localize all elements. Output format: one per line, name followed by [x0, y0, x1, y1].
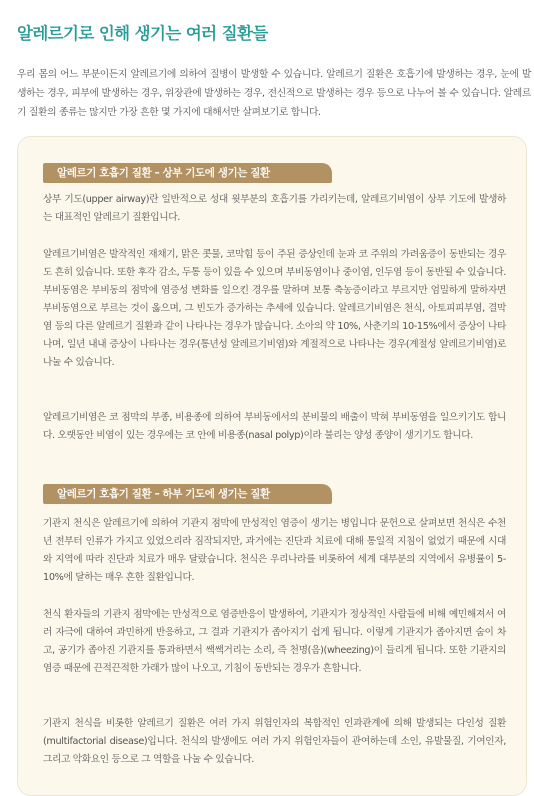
intro-paragraph: 우리 몸의 어느 부분이든지 알레르기에 의하여 질병이 발생할 수 있습니다. 알레르기 질환은 호흡기에 발생하는 경우, 눈에 발생하는 경우, 피부에 발생하는 경우, 위장관에 발생하는 경우, 전신적으로 발생하는 경우 등으로 나누어 볼 수 있습니다. 알레르기 질환의 종류는 많지만 가장 흔한 몇 가지에 대해서만 살펴보기로 합니다. [17, 69, 531, 118]
upper-airway-paragraph-2: 알레르기비염은 발작적인 재채기, 맑은 콧물, 코막힘 등이 주된 증상인데 눈과 코 주위의 가려움증이 동반되는 경우도 흔히 있습니다. 또한 후각 감소, 두통 등이 있을 수 있으며 부비동염이나 중이염, 인두염 등이 동반될 수 있습니다. 부비동염은 부비동의 점막에 염증성 변화를 일으킨 경우를 말하며 보통 축농증이라고 부르지만 엄밀하게 말하자면 부비동염으로 부르는 것이 옳으며, 그 빈도가 증가하는 추세에 있습니다. 알레르기비염은 천식, 아토피피부염, 결막염 등의 다른 알레르기 질환과 같이 나타나는 경우가 많습니다. 소아의 약 10%, 사춘기의 10-15%에서 증상이 나타나며, 일년 내내 증상이 나타나는 경우(통년성 알레르기비염)와 계절적으로 나타나는 경우(계절성 알레르기비염)로 나눌 수 있습니다. [43, 249, 506, 368]
upper-airway-paragraph-3: 알레르기비염은 코 점막의 부종, 비용종에 의하여 부비동에서의 분비물의 배출이 막혀 부비동염을 일으키기도 합니다. 오랫동안 비염이 있는 경우에는 코 안에 비용종(nasal polyp)이라 불리는 양성 종양이 생기기도 합니다. [43, 412, 506, 441]
section-heading-upper-airway: 알레르기 호흡기 질환 – 상부 기도에 생기는 질환 [43, 163, 332, 183]
content-box [17, 136, 527, 796]
lower-airway-paragraph-2: 천식 환자들의 기관지 점막에는 만성적으로 염증반응이 발생하여, 기관지가 정상적인 사람들에 비해 예민해져서 여러 자극에 대하여 과민하게 반응하고, 그 결과 기관지가 좁아지기 쉽게 됩니다. 이렇게 기관지가 좁아지면 숨이 차고, 공기가 좁아진 기관지를 통과하면서 쌕쌕거리는 소리, 즉 천명(음)(wheezing)이 들리게 됩니다. 또한 기관지의 염증 때문에 끈적끈적한 가래가 많이 나오고, 기침이 동반되는 경우가 흔합니다. [43, 609, 506, 674]
lower-airway-paragraph-1: 기관지 천식은 알레르기에 의하여 기관지 점막에 만성적인 염증이 생기는 병입니다 문헌으로 살펴보면 천식은 수천 년 전부터 인류가 가지고 있었으리라 짐작되지만, 과거에는 진단과 치료에 대해 통일적 지침이 없었기 때문에 시대와 지역에 따라 진단과 치료가 매우 달랐습니다. 천식은 우리나라를 비롯하여 세계 대부분의 지역에서 유병률이 5-10%에 달하는 매우 흔한 질환입니다. [43, 518, 506, 583]
lower-airway-paragraph-3: 기관지 천식을 비롯한 알레르기 질환은 여러 가지 위험인자의 복합적인 인과관계에 의해 발생되는 다인성 질환(multifactorial disease)입니다. 천식의 발생에도 여러 가지 위험인자들이 관여하는데 소인, 유발물질, 기여인자, 그리고 악화요인 등으로 그 역할을 나눌 수 있습니다. [43, 718, 506, 765]
page-title: 알레르기로 인해 생기는 여러 질환들 [17, 24, 268, 43]
upper-airway-paragraph-1: 상부 기도(upper airway)란 일반적으로 성대 윗부분의 호흡기를 가리키는데, 알레르기비염이 상부 기도에 발생하는 대표적인 알레르기 질환입니다. [43, 194, 506, 223]
section-heading-lower-airway: 알레르기 호흡기 질환 – 하부 기도에 생기는 질환 [43, 484, 332, 504]
